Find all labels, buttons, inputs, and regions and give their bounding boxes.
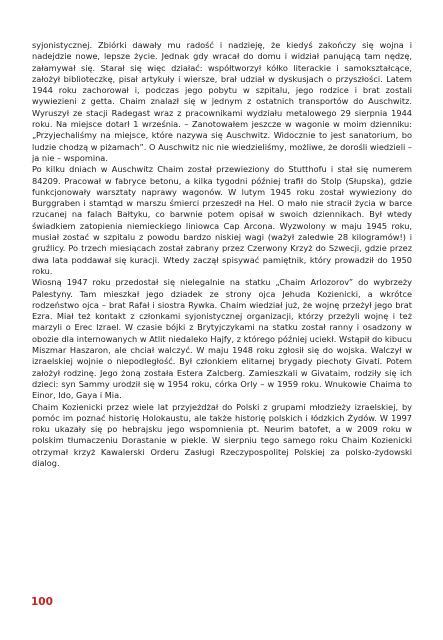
- paragraph-1: syjonistycznej. Zbiórki dawały mu radość i nadzieję, że kiedyś zakończy się wojna i nadejdzie nowe, lepsze życie. Jednak gdy wracał do domu i widział panującą tam nędzę, załamywał się. Starał się więc działać: współtworzył kółko literackie i samokształcące, założył biblioteczkę, pisał artykuły i wiersze, brał udział w dyskusjach o przyszłości. Latem 1944 roku zachorował i, podczas jego pobytu w szpitalu, jego rodzice i brat zostali wywiezieni z getta. Chaim znalazł się w jednym z ostatnich transportów do Auschwitz. Wyruszył ze stacji Radegast wraz z pracownikami wydziału metalowego 29 sierpnia 1944 roku. Na miejsce dotarł 1 września. – Zanotowałem jeszcze w wagonie w moim dzienniku: „Przyjechaliśmy na miejsce, które nazywa się Auschwitz. Widocznie to jest sanatorium, bo ludzie chodzą w piżamach”. O Auschwitz nic nie wiedzieliśmy, możliwe, że dorośli wiedzieli – ja nie – wspomina.: [32, 40, 412, 163]
- paragraph-4: Chaim Kozienicki przez wiele lat przyjeżdżał do Polski z grupami młodzieży izraelskiej, by pomóc im poznać historię Holokaustu, ale także historię polskich i łódzkich Żydów. W 1997 roku ukazały się po hebrajsku jego wspomnienia pt. Neurim batofet, a w 2009 roku w polskim tłumaczeniu Dorastanie w piekle. W sierpniu tego samego roku Chaim Kozienicki otrzymał krzyż Kawalerski Orderu Zasługi Rzeczypospolitej Polskiej za polsko-żydowski dialog.: [32, 401, 412, 468]
- paragraph-2: Po kilku dniach w Auschwitz Chaim został przewieziony do Stutthofu i stał się numerem 84209. Pracował w fabryce betonu, a kilka tygodni później trafił do Stolp (Słupska), gdzie funkcjonowały warsztaty naprawy wagonów. W lutym 1945 roku został wywieziony do Burggraben i stamtąd w marszu śmierci przeszedł na Hel. O mało nie stracił życia w barce rzucanej na falach Bałtyku, co barwnie potem opisał w swoich dziennikach. Był wtedy świadkiem zatopienia niemieckiego liniowca Cap Arcona. Wyzwolony w maju 1945 roku, musiał zostać w szpitalu z powodu bardzo niskiej wagi (ważył zaledwie 28 kilogramów!) i gruźlicy. Po trzech miesiącach został zabrany przez Czerwony Krzyż do Szwecji, gdzie przez dwa lata poddawał się kuracji. Wtedy zaczął spisywać pamiętnik, który prowadził do 1950 roku.: [32, 164, 412, 276]
- body-text: [32, 40, 412, 469]
- page-number: 100: [31, 596, 53, 608]
- paragraph-3: Wiosną 1947 roku przedostał się nielegalnie na statku „Chaim Arlozorov” do wybrzeży Palestyny. Tam mieszkał jego dziadek ze strony ojca Jehuda Kozienicki, a wkrótce rodzeństwo ojca – brat Rafał i siostra Rywka. Chaim wiedział już, że wojnę przeżył jego brat Ezra. Miał też kontakt z członkami syjonistycznej organizacji, którzy przeżyli wojnę i też marzyli o Erec Izrael. W czasie bójki z Brytyjczykami na statku został ranny i osadzony w obozie dla internowanych w Atlit niedaleko Hajfy, z którego później uciekł. Wstąpił do kibucu Miszmar Haszaron, ale chciał walczyć. W maju 1948 roku zgłosił się do wojska. Walczył w izraelskiej wojnie o niepodległość. Był członkiem elitarnej brygady piechoty Givati. Potem założył rodzinę. Jego żoną została Estera Zalcberg. Zamieszkali w Givataim, rodziły się ich dzieci: syn Sammy urodził się w 1954 roku, córka Orly – w 1959 roku. Wnukowie Chaima to Einor, Ido, Gaya i Mia.: [32, 277, 412, 401]
